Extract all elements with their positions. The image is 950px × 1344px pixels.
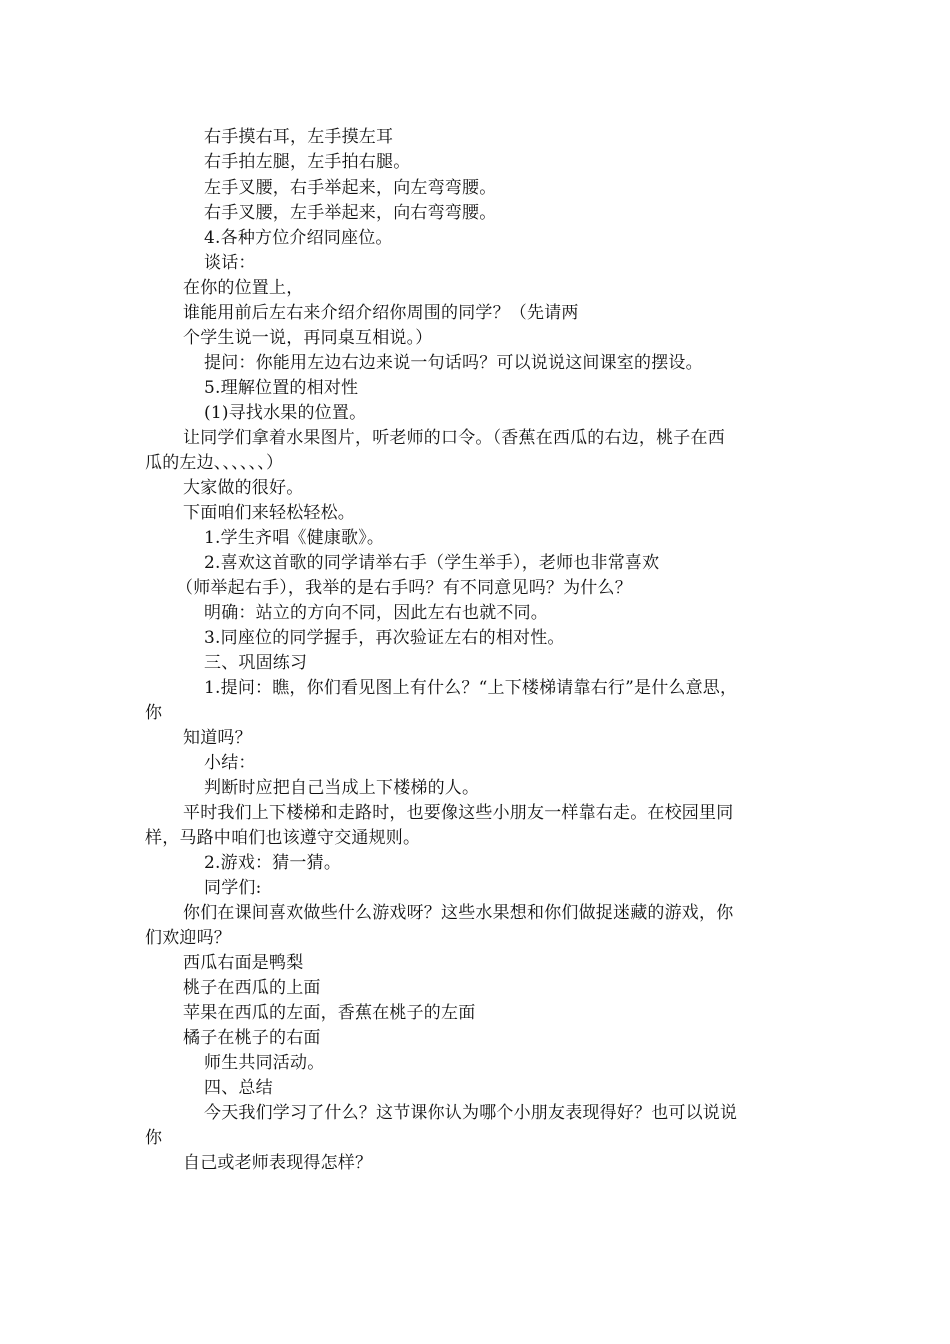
- text-line: 在你的位置上，: [183, 278, 304, 298]
- text-line: （师举起右手），我举的是右手吗？有不同意见吗？为什么？: [176, 578, 632, 598]
- text-line: 让同学们拿着水果图片，听老师的口令。（香蕉在西瓜的右边，桃子在西: [183, 428, 725, 448]
- text-line: 知道吗？: [183, 728, 252, 748]
- text-line: 右手拍左腿，左手拍右腿。: [204, 152, 411, 172]
- text-line: 5.理解位置的相对性: [204, 378, 359, 398]
- text-line: 苹果在西瓜的左面，香蕉在桃子的左面: [183, 1003, 476, 1023]
- text-line: 谈话：: [204, 253, 256, 273]
- text-line: 下面咱们来轻松轻松。: [183, 503, 355, 523]
- text-line: 4.各种方位介绍同座位。: [204, 228, 393, 248]
- text-line: 样，马路中咱们也该遵守交通规则。: [145, 828, 421, 848]
- text-line: 你: [145, 703, 163, 723]
- text-line: 大家做的很好。: [183, 478, 304, 498]
- text-line: 谁能用前后左右来介绍介绍你周围的同学？（先请两: [183, 303, 579, 323]
- text-line: 明确：站立的方向不同，因此左右也就不同。: [204, 603, 548, 623]
- text-line: 们欢迎吗？: [145, 928, 231, 948]
- text-line: 提问：你能用左边右边来说一句话吗？可以说说这间课室的摆设。: [204, 353, 703, 373]
- text-line: 西瓜右面是鸭梨: [183, 953, 304, 973]
- text-line: 小结：: [204, 753, 256, 773]
- section-heading: 四、总结: [204, 1078, 273, 1098]
- text-line: (1)寻找水果的位置。: [204, 403, 367, 423]
- text-line: 同学们:: [204, 878, 262, 898]
- text-line: 桃子在西瓜的上面: [183, 978, 321, 998]
- text-line: 3.同座位的同学握手，再次验证左右的相对性。: [204, 628, 565, 648]
- text-line: 自己或老师表现得怎样？: [183, 1153, 373, 1173]
- text-line: 左手叉腰，右手举起来，向左弯弯腰。: [204, 178, 497, 198]
- text-line: 右手摸右耳，左手摸左耳: [204, 127, 394, 147]
- section-heading: 三、巩固练习: [204, 653, 308, 673]
- text-line: 橘子在桃子的右面: [183, 1028, 321, 1048]
- text-line: 右手叉腰，左手举起来，向右弯弯腰。: [204, 203, 497, 223]
- text-line: 今天我们学习了什么？这节课你认为哪个小朋友表现得好？也可以说说: [204, 1103, 738, 1123]
- text-line: 个学生说一说，再同桌互相说。）: [183, 328, 433, 348]
- text-line: 你们在课间喜欢做些什么游戏呀？这些水果想和你们做捉迷藏的游戏，你: [183, 903, 734, 923]
- text-line: 2.喜欢这首歌的同学请举右手（学生举手），老师也非常喜欢: [204, 553, 660, 573]
- text-line: 瓜的左边、、、、、、）: [145, 453, 284, 473]
- text-line: 1.提问：瞧，你们看见图上有什么？“上下楼梯请靠右行”是什么意思，: [204, 678, 738, 698]
- text-line: 1.学生齐唱《健康歌》。: [204, 528, 385, 548]
- text-line: 判断时应把自己当成上下楼梯的人。: [204, 778, 480, 798]
- text-line: 2.游戏：猜一猜。: [204, 853, 342, 873]
- text-line: 你: [145, 1128, 163, 1148]
- text-line: 平时我们上下楼梯和走路时，也要像这些小朋友一样靠右走。在校园里同: [183, 803, 734, 823]
- text-line: 师生共同活动。: [204, 1053, 325, 1073]
